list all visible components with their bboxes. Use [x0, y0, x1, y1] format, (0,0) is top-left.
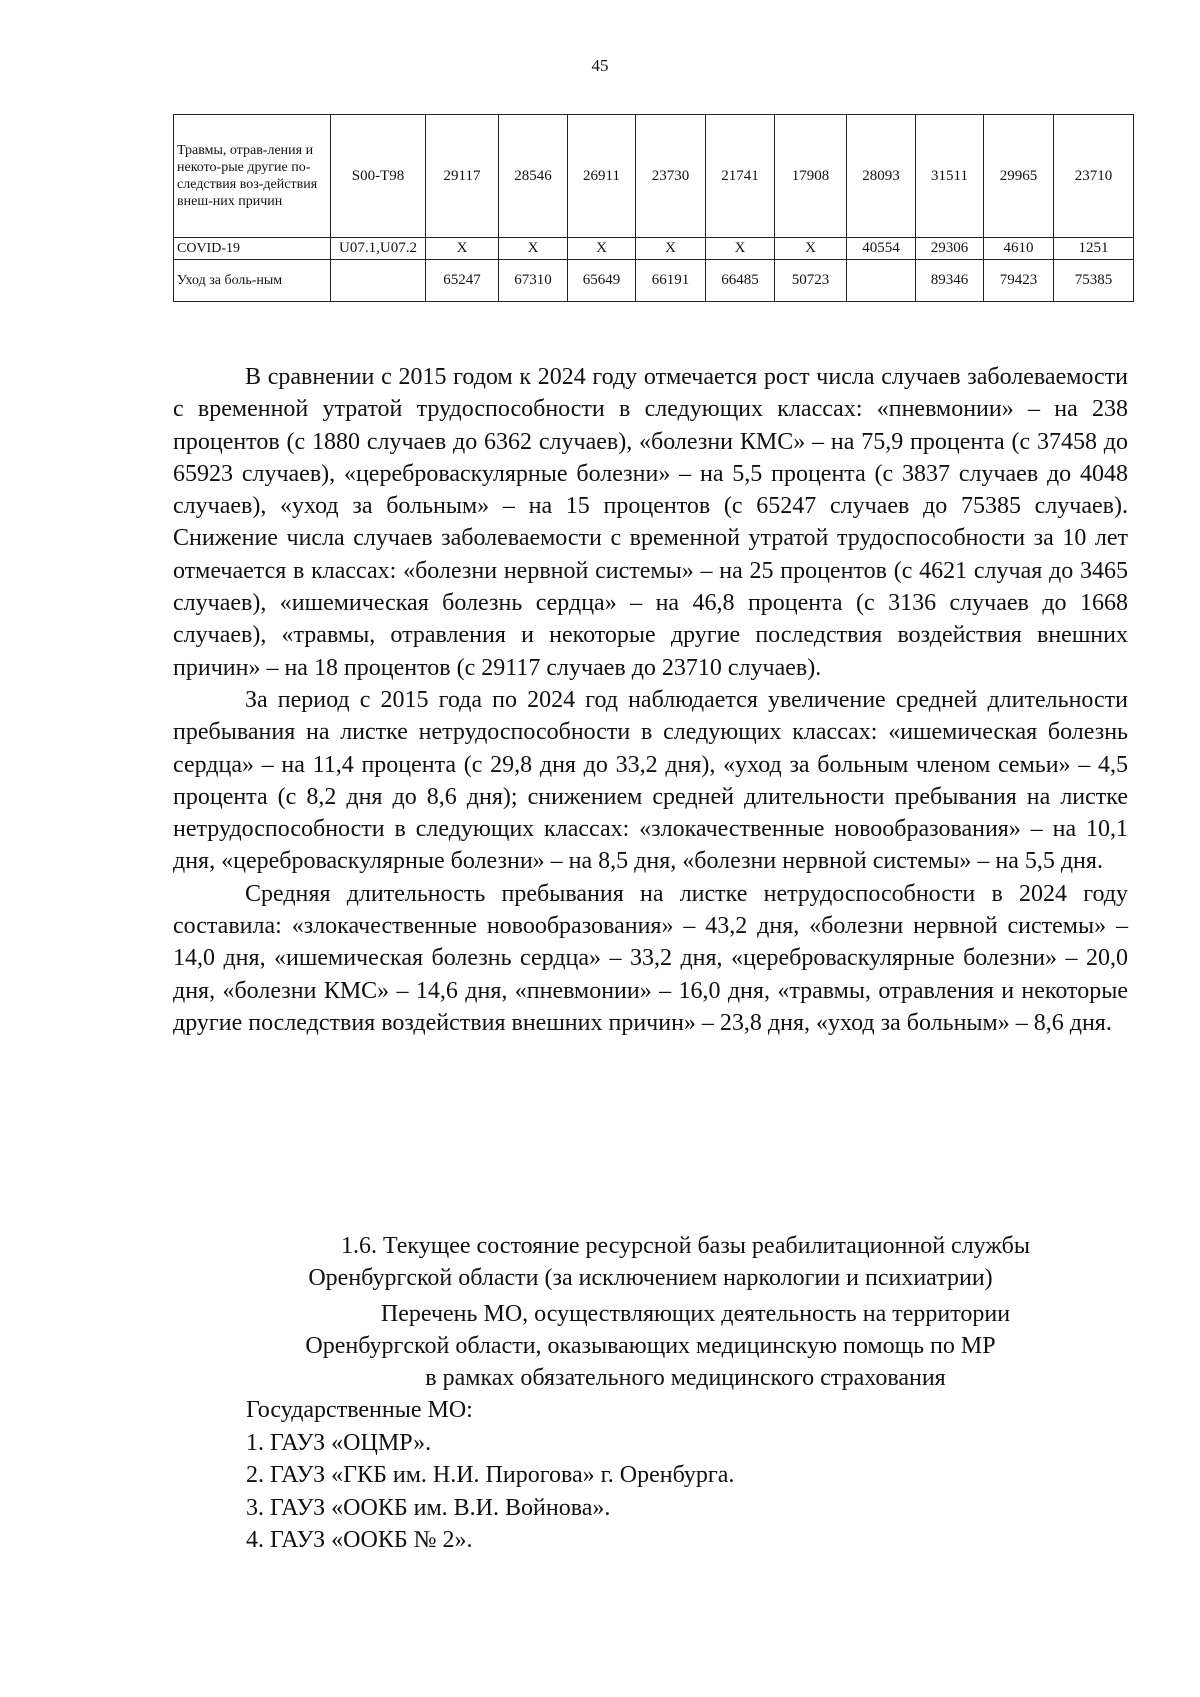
table-cell: 66485 [706, 260, 775, 302]
table-cell: 4610 [984, 238, 1054, 260]
paragraph: В сравнении с 2015 годом к 2024 году отмечается рост числа случаев заболеваемости с временной утратой трудоспособности в следующих классах: «пневмонии» – на 238 процентов (с 1880 случаев до 6362 случаев), «болезни КМС» – на 75,9 процента (с 37458 до 65923 случаев), «цереброваскулярные болезни» – на 5,5 процента (с 3837 случаев до 4048 случаев), «уход за больным» – на 15 процентов (с 65247 случаев до 75385 случаев). Снижение числа случаев заболеваемости с временной утратой трудоспособности за 10 лет отмечается в классах: «болезни нервной системы» – на 25 процентов (с 4621 случая до 3465 случаев), «ишемическая болезнь сердца» – на 46,8 процента (с 3136 случаев до 1668 случаев), «травмы, отравления и некоторые другие последствия воздействия внешних причин» – на 18 процентов (с 29117 случаев до 23710 случаев). [173, 364, 1128, 681]
page-number: 45 [591, 56, 609, 75]
table-row [174, 238, 1134, 260]
table-cell: 17908 [775, 115, 847, 238]
table-cell [847, 260, 916, 302]
list-heading-line: Перечень МО, осуществляющих деятельность на территории [380, 1301, 1011, 1327]
table-cell: 75385 [1054, 260, 1134, 302]
section-heading [173, 1230, 1128, 1294]
table-cell: X [426, 238, 499, 260]
row-code: U07.1,U07.2 [331, 238, 426, 260]
row-code: S00-T98 [331, 115, 426, 238]
list-item: 1. ГАУЗ «ОЦМР». [246, 1429, 432, 1456]
paragraph: За период с 2015 года по 2024 год наблюдается увеличение средней длительности пребывания на листке нетрудоспособности в следующих классах: «ишемическая болезнь сердца» – на 11,4 процента (с 29,8 дня до 33,2 дня), «уход за больным членом семьи» – 4,5 процента (с 8,2 дня до 8,6 дня); снижением средней длительности пребывания на листке нетрудоспособности в следующих классах: «злокачественные новообразования» – на 10,1 дня, «цереброваскулярные болезни» – на 8,5 дня, «болезни нервной системы» – на 5,5 дня. [173, 686, 1128, 875]
table-cell: 50723 [775, 260, 847, 302]
body-text [173, 361, 1128, 1039]
list-item: 4. ГАУЗ «ООКБ № 2». [246, 1527, 473, 1553]
section-heading-line: 1.6. Текущее состояние ресурсной базы реабилитационной службы [341, 1233, 1030, 1259]
table-cell: 66191 [636, 260, 706, 302]
table-cell: X [568, 238, 636, 260]
table-cell: 26911 [568, 115, 636, 238]
paragraph: Средняя длительность пребывания на листке нетрудоспособности в 2024 году составила: «злокачественные новообразования» – 43,2 дня, «болезни нервной системы» – 14,0 дня, «ишемическая болезнь сердца» – 33,2 дня, «цереброваскулярные болезни» – 20,0 дня, «болезни КМС» – 14,6 дня, «пневмонии» – 16,0 дня, «травмы, отравления и некоторые другие последствия воздействия внешних причин» – 23,8 дня, «уход за больным» – 8,6 дня. [173, 880, 1128, 1036]
list-heading [173, 1298, 1128, 1394]
table-cell: 40554 [847, 238, 916, 260]
table-cell: 28546 [499, 115, 568, 238]
table-cell: 23710 [1054, 115, 1134, 238]
row-name: Травмы, отрав-ления и некото-рые другие по-следствия воз-действия внеш-них причин [174, 115, 331, 238]
table-cell: 29306 [916, 238, 984, 260]
table-cell: X [499, 238, 568, 260]
table-cell: 65247 [426, 260, 499, 302]
table-cell: 21741 [706, 115, 775, 238]
table-cell: 23730 [636, 115, 706, 238]
row-name: COVID-19 [174, 238, 331, 260]
table-cell: X [775, 238, 847, 260]
mo-list-title: Государственные МО: [246, 1397, 473, 1423]
table-cell: 29965 [984, 115, 1054, 238]
row-code [331, 260, 426, 302]
list-item: 2. ГАУЗ «ГКБ им. Н.И. Пирогова» г. Оренбурга. [246, 1462, 735, 1488]
table-cell: 28093 [847, 115, 916, 238]
table-row [174, 115, 1134, 238]
table-cell: 1251 [1054, 238, 1134, 260]
table-cell: 89346 [916, 260, 984, 302]
table-cell: X [636, 238, 706, 260]
table-cell: 65649 [568, 260, 636, 302]
morbidity-table [173, 114, 1134, 302]
list-heading-line: Оренбургской области, оказывающих медицинскую помощь по МР [305, 1333, 996, 1359]
mo-list [246, 1394, 734, 1557]
table-cell: 31511 [916, 115, 984, 238]
section-heading-line: Оренбургской области (за исключением наркологии и психиатрии) [308, 1265, 993, 1291]
list-heading-line: в рамках обязательного медицинского страхования [425, 1365, 946, 1391]
list-item: 3. ГАУЗ «ООКБ им. В.И. Войнова». [246, 1494, 611, 1521]
table-cell: 79423 [984, 260, 1054, 302]
table-row [174, 260, 1134, 302]
table-cell: 29117 [426, 115, 499, 238]
table-cell: X [706, 238, 775, 260]
row-name: Уход за боль-ным [174, 260, 331, 302]
table-cell: 67310 [499, 260, 568, 302]
